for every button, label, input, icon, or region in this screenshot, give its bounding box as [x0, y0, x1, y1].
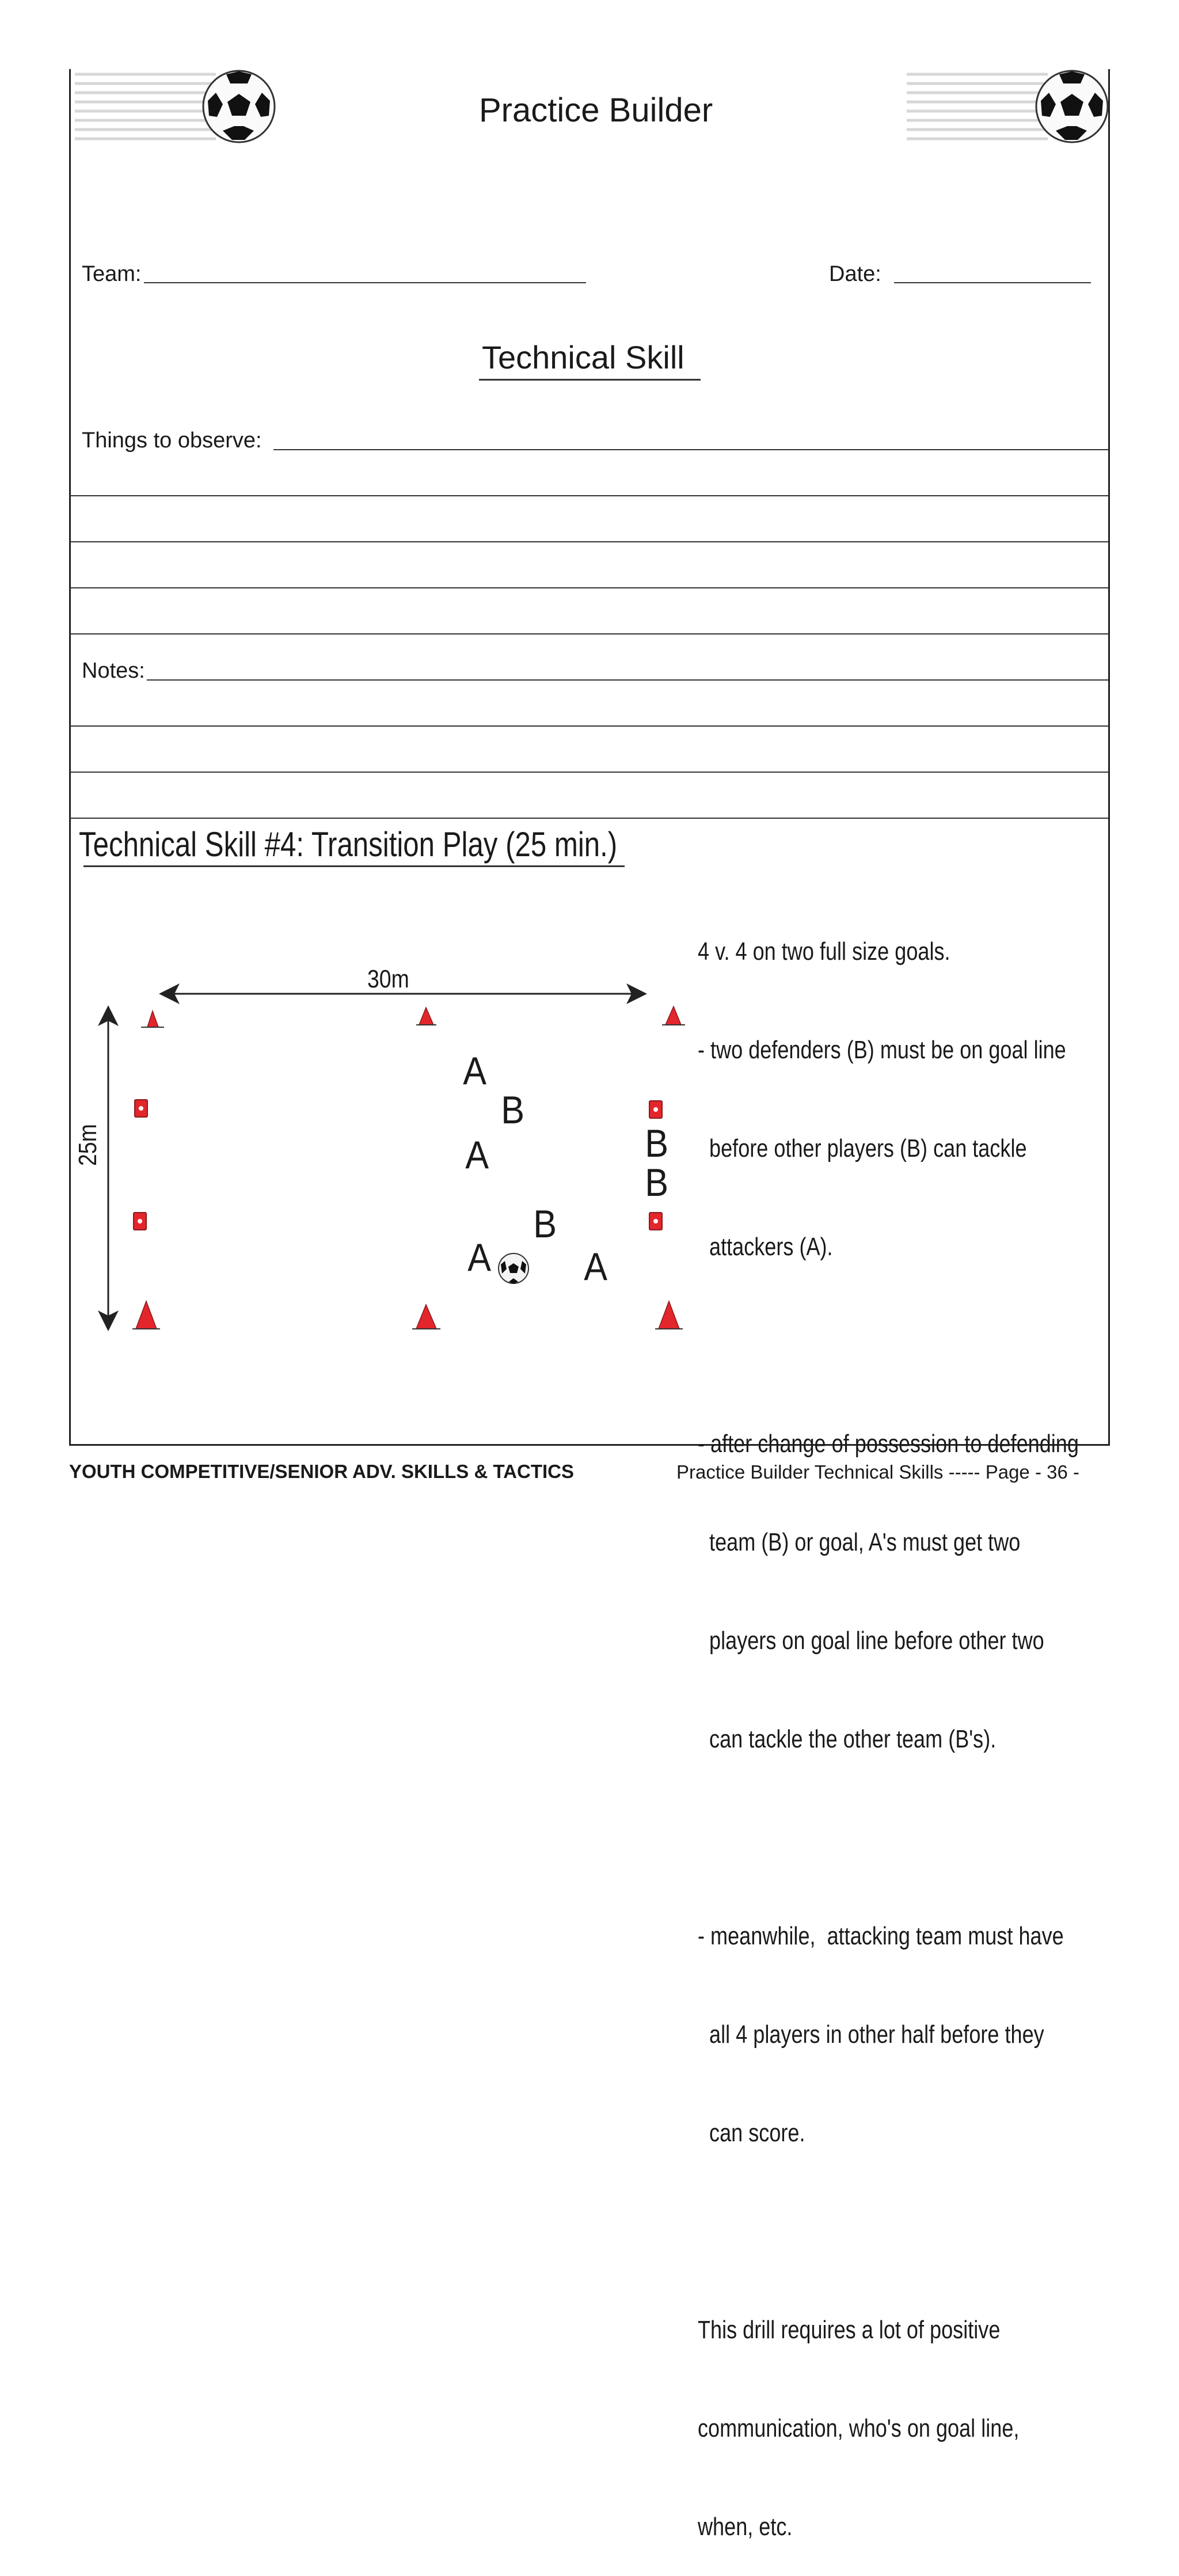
- section-title-underline: [479, 379, 701, 381]
- page-title: Practice Builder: [479, 92, 713, 129]
- observe-line-1[interactable]: [273, 449, 1108, 450]
- player-a: A: [463, 1049, 487, 1093]
- frame-right: [1108, 69, 1110, 1445]
- player-a: A: [465, 1133, 489, 1177]
- notes-line-2[interactable]: [70, 725, 1108, 727]
- field-width-label: 30m: [367, 965, 409, 993]
- notes-line-1[interactable]: [147, 679, 1108, 681]
- observe-line-4[interactable]: [70, 587, 1108, 588]
- date-label: Date:: [829, 262, 881, 286]
- field-diagram: [69, 956, 691, 1347]
- cone-icon: [659, 1301, 679, 1329]
- description-line: - after change of possession to defending: [698, 1430, 1079, 1458]
- section-title: Technical Skill: [482, 339, 684, 375]
- description-line: players on goal line before other two: [698, 1627, 1044, 1655]
- description-line: 4 v. 4 on two full size goals.: [698, 937, 950, 966]
- footer-left: YOUTH COMPETITIVE/SENIOR ADV. SKILLS & TACTICS: [69, 1461, 575, 1482]
- footer-right: Practice Builder Technical Skills ----- Page - 36 -: [676, 1461, 1079, 1483]
- notes-line-4[interactable]: [70, 818, 1108, 819]
- cone-icon: [136, 1301, 157, 1329]
- player-a: A: [584, 1245, 608, 1289]
- soccer-ball-right-icon: [904, 66, 1111, 147]
- soccer-ball-left-icon: [72, 66, 279, 147]
- notes-label: Notes:: [82, 659, 145, 683]
- cone-icon: [416, 1305, 436, 1329]
- player-a: A: [467, 1236, 492, 1279]
- notes-line-3[interactable]: [70, 772, 1108, 773]
- observe-line-3[interactable]: [70, 541, 1108, 542]
- ball-icon: [499, 1253, 528, 1284]
- observe-line-2[interactable]: [70, 495, 1108, 496]
- player-b: B: [645, 1161, 669, 1205]
- description-line: can score.: [698, 2119, 805, 2147]
- player-b: B: [645, 1122, 669, 1165]
- field-length-label: 25m: [74, 1124, 102, 1166]
- description-line: This drill requires a lot of positive: [698, 2316, 1001, 2344]
- description-line: communication, who's on goal line,: [698, 2414, 1020, 2442]
- description-line: can tackle the other team (B's).: [698, 1725, 997, 1753]
- description-line: - two defenders (B) must be on goal line: [698, 1036, 1066, 1064]
- drill-description: [698, 869, 1079, 2576]
- observe-label: Things to observe:: [82, 428, 262, 453]
- drill-title: Technical Skill #4: Transition Play (25 min.): [79, 825, 618, 864]
- date-field[interactable]: [894, 282, 1091, 283]
- player-b: B: [501, 1088, 525, 1132]
- cone-icon: [419, 1008, 433, 1025]
- team-field[interactable]: [144, 282, 586, 283]
- team-label: Team:: [82, 262, 142, 286]
- description-line: all 4 players in other half before they: [698, 2020, 1044, 2049]
- cone-icon: [147, 1011, 158, 1027]
- description-line: when, etc.: [698, 2513, 793, 2541]
- description-line: [698, 2215, 1075, 2248]
- drill-title-underline: [83, 865, 625, 867]
- description-line: [698, 1329, 1075, 1362]
- description-line: attackers (A).: [698, 1233, 833, 1261]
- cone-icon: [665, 1006, 681, 1025]
- description-line: before other players (B) can tackle: [698, 1134, 1027, 1162]
- description-line: team (B) or goal, A's must get two: [698, 1528, 1021, 1556]
- description-line: [698, 1821, 1075, 1854]
- description-line: - meanwhile, attacking team must have: [698, 1922, 1064, 1950]
- observe-line-5[interactable]: [70, 633, 1108, 634]
- player-b: B: [533, 1202, 557, 1246]
